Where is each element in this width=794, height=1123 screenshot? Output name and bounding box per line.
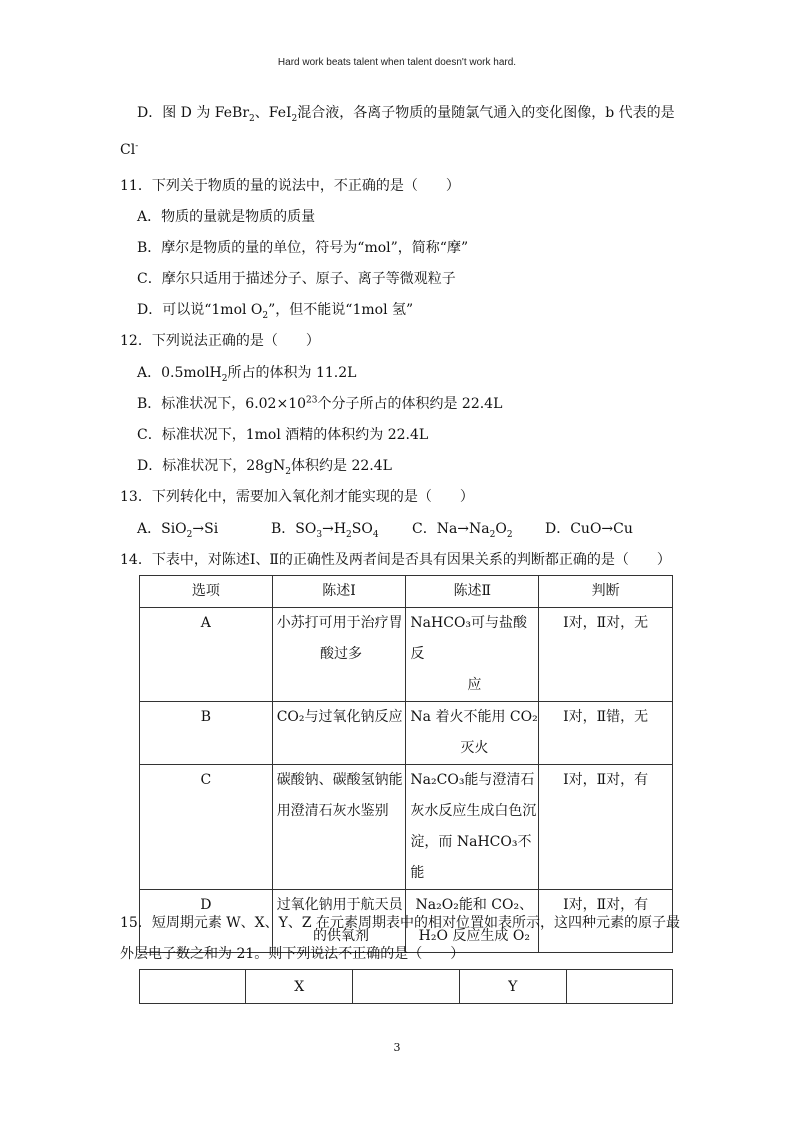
- q14-row-b-judgment: Ⅰ对，Ⅱ错，无: [539, 702, 673, 765]
- table-row: [140, 608, 673, 702]
- q11-option-b: B．摩尔是物质的量的单位，符号为“mol”，简称“摩”: [137, 240, 469, 256]
- q13-option-a: A．SiO$_2$→Si: [137, 521, 219, 540]
- q10-option-d-continuation: Cl-: [120, 141, 139, 158]
- q11-option-c: C．摩尔只适用于描述分子、原子、离子等微观粒子: [137, 271, 456, 287]
- q13-stem: 13．下列转化中，需要加入氧化剂才能实现的是（ ）: [120, 489, 474, 505]
- q15-cell-x: X: [246, 970, 353, 1004]
- q13-option-d: D．CuO→Cu: [545, 521, 633, 537]
- q12-option-b: B．标准状况下，$6.02\times 10^{23}$个分子所占的体积约是 22.4L: [137, 395, 503, 412]
- q14-table: [139, 575, 673, 953]
- q15-cell-y: Y: [459, 970, 566, 1004]
- q14-row-a-statement-2: NaHCO₃可与盐酸反 应: [406, 608, 539, 702]
- q14-row-c-statement-2: Na₂CO₃能与澄清石 灰水反应生成白色沉 淀，而 NaHCO₃不能: [406, 765, 539, 890]
- q12-option-a: A．0.5molH$_2$所占的体积为 11.2L: [137, 365, 357, 384]
- q14-row-d-option: D: [140, 890, 273, 953]
- q14-table-header-row: [140, 576, 673, 608]
- q12-option-c: C．标准状况下，1mol 酒精的体积约为 22.4L: [137, 427, 429, 443]
- q14-row-d-statement-2: Na₂O₂能和 CO₂、 H₂O 反应生成 O₂: [406, 890, 539, 953]
- q12-option-d: D．标准状况下，$28gN_2$体积约是 22.4L: [137, 458, 392, 477]
- q15-stem-line-2: 外层电子数之和为 21。则下列说法不正确的是（ ）: [120, 946, 465, 962]
- q14-row-d-statement-1: 过氧化钠用于航天员 的供氧剂: [272, 890, 406, 953]
- q11-option-d: D．可以说“1mol $O_2$”，但不能说“1mol 氢”: [137, 302, 414, 321]
- q13-option-b: B．$SO_3\to H_2SO_4$: [271, 521, 379, 540]
- q11-option-a: A．物质的量就是物质的质量: [137, 209, 316, 225]
- q15-cell-5: [566, 970, 672, 1004]
- page-header-motto: Hard work beats talent when talent doesn't work hard.: [277, 57, 517, 68]
- q15-stem-line-1: 15．短周期元素 W、X、Y、Z 在元素周期表中的相对位置如表所示，这四种元素的原子最: [120, 915, 681, 931]
- page-number: 3: [393, 1041, 401, 1054]
- q13-options: [137, 520, 633, 538]
- q15-periodic-table: [139, 969, 673, 1004]
- q14-row-c-judgment: Ⅰ对，Ⅱ对，有: [539, 765, 673, 890]
- q14-row-a-statement-1: 小苏打可用于治疗胃 酸过多: [272, 608, 406, 702]
- q14-row-b-option: B: [140, 702, 273, 765]
- q15-cell-3: [353, 970, 459, 1004]
- q14-row-b-statement-1: CO₂与过氧化钠反应: [272, 702, 406, 765]
- q13-option-c: C．$Na\to Na_2O_2$: [412, 521, 513, 540]
- q14-header-judgment: 判断: [539, 576, 673, 608]
- q15-cell-1: [140, 970, 246, 1004]
- q14-row-a-option: A: [140, 608, 273, 702]
- q10-option-d: D．图 D 为 FeBr$_2$、FeI$_2$混合液，各离子物质的量随氯气通入的变化图像，b 代表的是: [137, 105, 675, 124]
- q14-row-d-judgment: Ⅰ对，Ⅱ对，有: [539, 890, 673, 953]
- table-row: [140, 970, 673, 1004]
- q14-row-b-statement-2: Na 着火不能用 CO₂ 灭火: [406, 702, 539, 765]
- table-row: [140, 765, 673, 890]
- q11-stem: 11．下列关于物质的量的说法中，不正确的是（ ）: [120, 178, 460, 194]
- q14-header-option: 选项: [140, 576, 273, 608]
- q14-header-statement-2: 陈述Ⅱ: [406, 576, 539, 608]
- q14-row-c-statement-1: 碳酸钠、碳酸氢钠能 用澄清石灰水鉴别: [272, 765, 406, 890]
- q14-row-a-judgment: Ⅰ对，Ⅱ对，无: [539, 608, 673, 702]
- q12-stem: 12．下列说法正确的是（ ）: [120, 333, 320, 349]
- q14-stem: 14．下表中，对陈述Ⅰ、Ⅱ的正确性及两者间是否具有因果关系的判断都正确的是（ ）: [120, 552, 671, 568]
- q14-row-c-option: C: [140, 765, 273, 890]
- table-row: [140, 702, 673, 765]
- q14-header-statement-1: 陈述Ⅰ: [272, 576, 406, 608]
